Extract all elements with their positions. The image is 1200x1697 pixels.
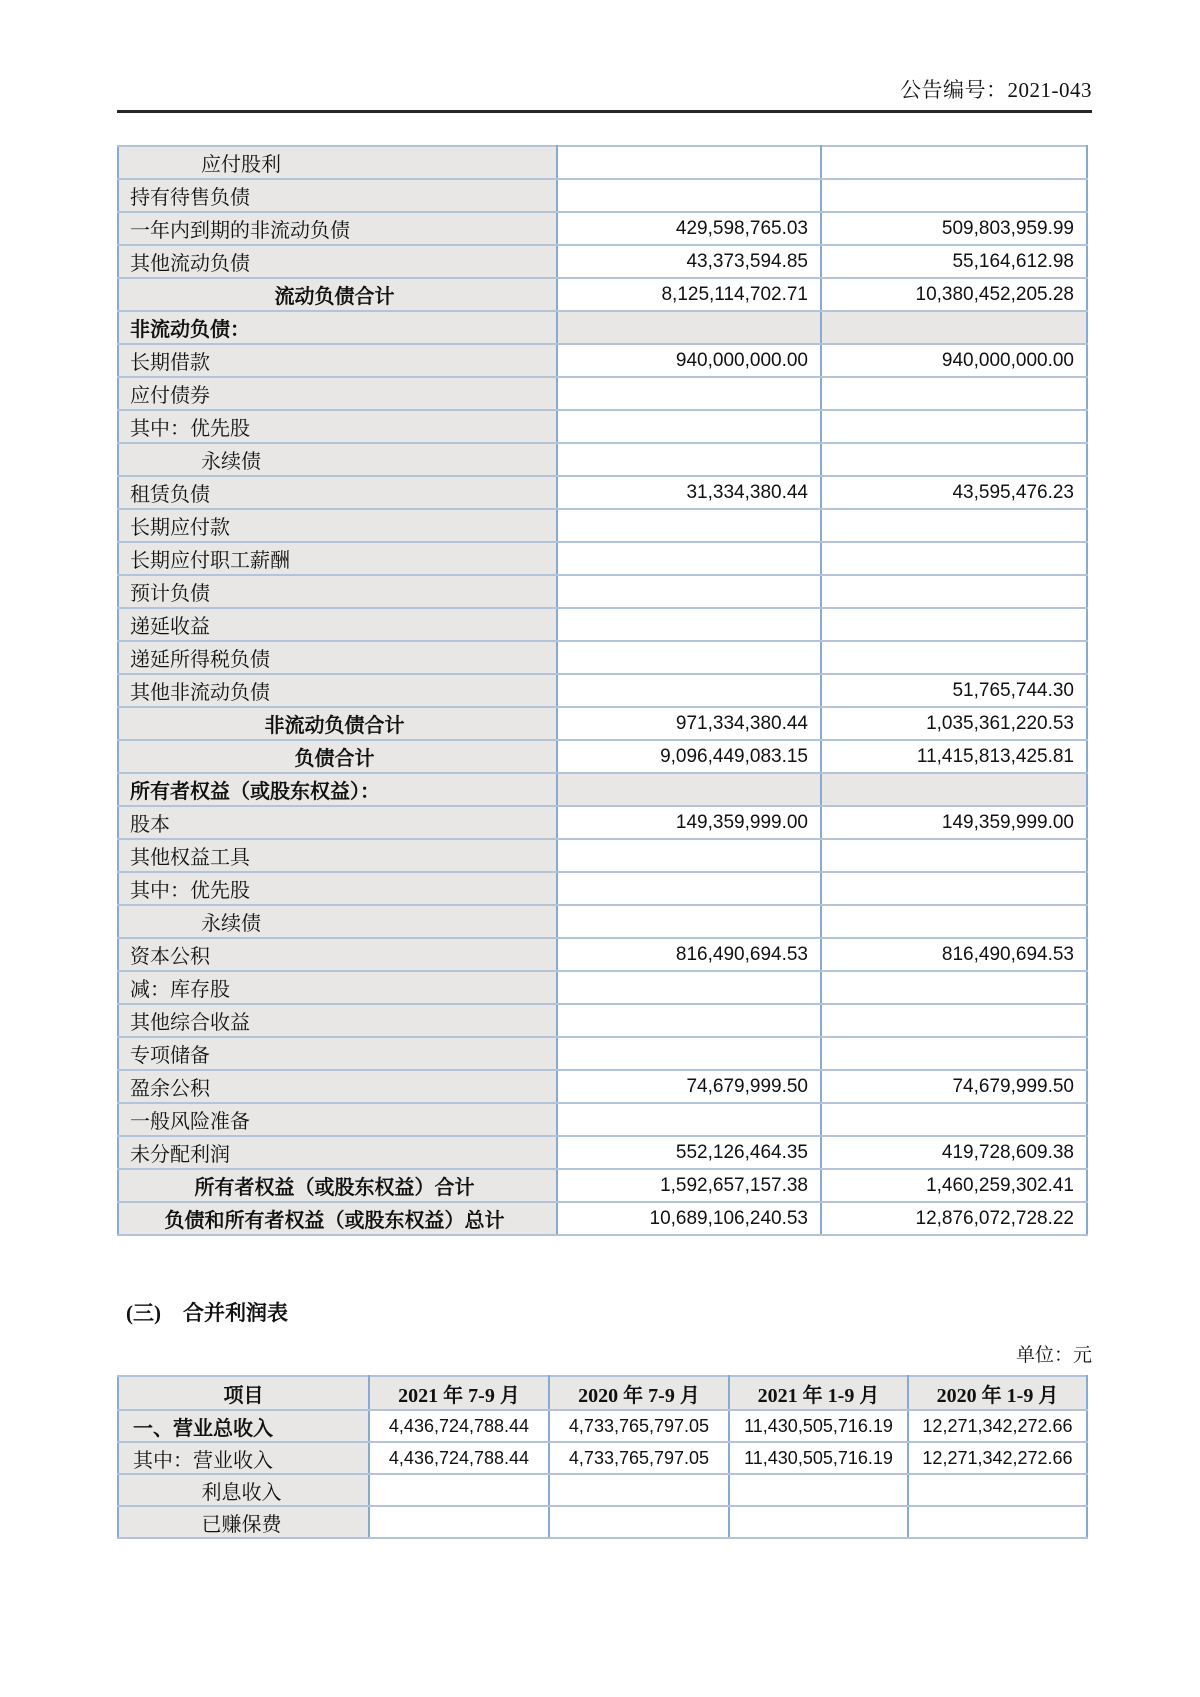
- balance-row: [118, 278, 1087, 311]
- value-cell-1: [557, 674, 821, 707]
- value-cell-1: [557, 575, 821, 608]
- value-cell-1: 149,359,999.00: [557, 806, 821, 839]
- value-cell-2: 419,728,609.38: [821, 1136, 1087, 1169]
- balance-row: [118, 1169, 1087, 1202]
- value-cell-1: [557, 1037, 821, 1070]
- balance-row: [118, 212, 1087, 245]
- value-cell-2: [549, 1474, 729, 1506]
- balance-row: [118, 344, 1087, 377]
- item-label-cell: 盈余公积: [118, 1070, 557, 1103]
- balance-sheet-table: [117, 145, 1088, 1236]
- value-cell-1: 9,096,449,083.15: [557, 740, 821, 773]
- balance-row: [118, 1136, 1087, 1169]
- value-cell-2: 10,380,452,205.28: [821, 278, 1087, 311]
- balance-row: [118, 1037, 1087, 1070]
- value-cell-2: 816,490,694.53: [821, 938, 1087, 971]
- value-cell-2: [821, 146, 1087, 179]
- balance-row: [118, 1202, 1087, 1235]
- value-cell-1: [557, 971, 821, 1004]
- value-cell-4: 12,271,342,272.66: [908, 1410, 1087, 1442]
- balance-sheet-body: [118, 146, 1087, 1235]
- value-cell-4: 12,271,342,272.66: [908, 1442, 1087, 1474]
- value-cell-2: [821, 575, 1087, 608]
- value-cell-1: [557, 872, 821, 905]
- value-cell-2: [821, 542, 1087, 575]
- section-heading: [126, 1297, 288, 1327]
- balance-row: [118, 575, 1087, 608]
- value-cell-1: [369, 1474, 549, 1506]
- item-label-cell: 其中：优先股: [118, 872, 557, 905]
- item-label-cell: 非流动负债合计: [118, 707, 557, 740]
- value-cell-3: [729, 1506, 908, 1538]
- item-label-cell: 递延所得税负债: [118, 641, 557, 674]
- item-label-cell: 减：库存股: [118, 971, 557, 1004]
- value-cell-1: [557, 1103, 821, 1136]
- value-cell-1: [557, 146, 821, 179]
- item-label-cell: 应付股利: [118, 146, 557, 179]
- value-cell-1: 10,689,106,240.53: [557, 1202, 821, 1235]
- item-label-cell: 非流动负债：: [118, 311, 557, 344]
- section-index: (三): [126, 1301, 161, 1325]
- item-label-cell: 负债合计: [118, 740, 557, 773]
- value-cell-4: [908, 1506, 1087, 1538]
- item-label-cell: 利息收入: [118, 1474, 369, 1506]
- value-cell-1: [557, 773, 821, 806]
- value-cell-3: 11,430,505,716.19: [729, 1442, 908, 1474]
- column-header-period: 2020 年 1-9 月: [908, 1376, 1087, 1410]
- item-label-cell: 一、营业总收入: [118, 1410, 369, 1442]
- value-cell-2: 51,765,744.30: [821, 674, 1087, 707]
- value-cell-1: 31,334,380.44: [557, 476, 821, 509]
- value-cell-1: [557, 905, 821, 938]
- balance-row: [118, 146, 1087, 179]
- value-cell-2: 1,035,361,220.53: [821, 707, 1087, 740]
- balance-row: [118, 905, 1087, 938]
- value-cell-1: [557, 443, 821, 476]
- section-title: 合并利润表: [183, 1301, 288, 1325]
- value-cell-2: 4,733,765,797.05: [549, 1442, 729, 1474]
- value-cell-2: [821, 410, 1087, 443]
- income-row: [118, 1506, 1087, 1538]
- balance-row: [118, 542, 1087, 575]
- value-cell-1: 8,125,114,702.71: [557, 278, 821, 311]
- value-cell-2: [821, 905, 1087, 938]
- value-cell-1: 43,373,594.85: [557, 245, 821, 278]
- balance-row: [118, 740, 1087, 773]
- item-label-cell: 其中：营业收入: [118, 1442, 369, 1474]
- income-row: [118, 1474, 1087, 1506]
- balance-row: [118, 1070, 1087, 1103]
- value-cell-2: [821, 443, 1087, 476]
- balance-row: [118, 971, 1087, 1004]
- header-rule: [117, 110, 1092, 113]
- item-label-cell: 应付债券: [118, 377, 557, 410]
- item-label-cell: 持有待售负债: [118, 179, 557, 212]
- value-cell-1: [557, 509, 821, 542]
- value-cell-1: [557, 311, 821, 344]
- column-header-item: 项目: [118, 1376, 369, 1410]
- value-cell-1: [557, 608, 821, 641]
- value-cell-1: [557, 641, 821, 674]
- item-label-cell: 其中：优先股: [118, 410, 557, 443]
- item-label-cell: 长期应付职工薪酬: [118, 542, 557, 575]
- balance-row: [118, 443, 1087, 476]
- value-cell-2: 149,359,999.00: [821, 806, 1087, 839]
- item-label-cell: 一般风险准备: [118, 1103, 557, 1136]
- income-statement-header: [118, 1376, 1087, 1410]
- item-label-cell: 租赁负债: [118, 476, 557, 509]
- item-label-cell: 已赚保费: [118, 1506, 369, 1538]
- value-cell-1: [369, 1506, 549, 1538]
- value-cell-2: 43,595,476.23: [821, 476, 1087, 509]
- income-statement-body: [118, 1410, 1087, 1538]
- value-cell-1: 429,598,765.03: [557, 212, 821, 245]
- value-cell-1: 74,679,999.50: [557, 1070, 821, 1103]
- value-cell-2: [821, 608, 1087, 641]
- balance-row: [118, 674, 1087, 707]
- value-cell-2: [821, 311, 1087, 344]
- item-label-cell: 递延收益: [118, 608, 557, 641]
- column-header-period: 2020 年 7-9 月: [549, 1376, 729, 1410]
- item-label-cell: 其他非流动负债: [118, 674, 557, 707]
- balance-row: [118, 872, 1087, 905]
- item-label-cell: 长期应付款: [118, 509, 557, 542]
- value-cell-1: [557, 1004, 821, 1037]
- balance-row: [118, 509, 1087, 542]
- value-cell-2: 12,876,072,728.22: [821, 1202, 1087, 1235]
- balance-row: [118, 608, 1087, 641]
- value-cell-1: 971,334,380.44: [557, 707, 821, 740]
- balance-row: [118, 179, 1087, 212]
- item-label-cell: 其他流动负债: [118, 245, 557, 278]
- balance-row: [118, 245, 1087, 278]
- item-label-cell: 所有者权益（或股东权益）：: [118, 773, 557, 806]
- item-label-cell: 预计负债: [118, 575, 557, 608]
- value-cell-2: 74,679,999.50: [821, 1070, 1087, 1103]
- item-label-cell: 其他综合收益: [118, 1004, 557, 1037]
- value-cell-2: 11,415,813,425.81: [821, 740, 1087, 773]
- value-cell-2: [821, 1103, 1087, 1136]
- item-label-cell: 流动负债合计: [118, 278, 557, 311]
- income-header-row: [118, 1376, 1087, 1410]
- value-cell-2: 4,733,765,797.05: [549, 1410, 729, 1442]
- value-cell-3: 11,430,505,716.19: [729, 1410, 908, 1442]
- value-cell-2: [821, 377, 1087, 410]
- balance-row: [118, 377, 1087, 410]
- income-row: [118, 1410, 1087, 1442]
- balance-row: [118, 311, 1087, 344]
- value-cell-3: [729, 1474, 908, 1506]
- income-statement-table: [117, 1375, 1088, 1539]
- value-cell-2: [821, 872, 1087, 905]
- balance-row: [118, 1103, 1087, 1136]
- unit-label: 单位：元: [1015, 1345, 1092, 1366]
- value-cell-2: [821, 1004, 1087, 1037]
- value-cell-1: 816,490,694.53: [557, 938, 821, 971]
- balance-row: [118, 707, 1087, 740]
- announcement-number: 公告编号：2021-043: [900, 78, 1092, 102]
- column-header-period: 2021 年 7-9 月: [369, 1376, 549, 1410]
- value-cell-1: [557, 377, 821, 410]
- value-cell-1: 552,126,464.35: [557, 1136, 821, 1169]
- item-label-cell: 一年内到期的非流动负债: [118, 212, 557, 245]
- balance-row: [118, 641, 1087, 674]
- value-cell-1: [557, 542, 821, 575]
- value-cell-2: [821, 839, 1087, 872]
- value-cell-2: [821, 509, 1087, 542]
- value-cell-2: [821, 179, 1087, 212]
- column-header-period: 2021 年 1-9 月: [729, 1376, 908, 1410]
- value-cell-2: [821, 1037, 1087, 1070]
- value-cell-1: [557, 179, 821, 212]
- value-cell-2: [821, 641, 1087, 674]
- item-label-cell: 所有者权益（或股东权益）合计: [118, 1169, 557, 1202]
- item-label-cell: 未分配利润: [118, 1136, 557, 1169]
- item-label-cell: 专项储备: [118, 1037, 557, 1070]
- value-cell-1: 4,436,724,788.44: [369, 1442, 549, 1474]
- balance-row: [118, 806, 1087, 839]
- value-cell-1: [557, 839, 821, 872]
- balance-row: [118, 938, 1087, 971]
- item-label-cell: 负债和所有者权益（或股东权益）总计: [118, 1202, 557, 1235]
- value-cell-2: 940,000,000.00: [821, 344, 1087, 377]
- value-cell-2: 509,803,959.99: [821, 212, 1087, 245]
- balance-row: [118, 839, 1087, 872]
- value-cell-4: [908, 1474, 1087, 1506]
- value-cell-2: [821, 773, 1087, 806]
- item-label-cell: 其他权益工具: [118, 839, 557, 872]
- value-cell-1: 1,592,657,157.38: [557, 1169, 821, 1202]
- income-row: [118, 1442, 1087, 1474]
- value-cell-1: 940,000,000.00: [557, 344, 821, 377]
- item-label-cell: 永续债: [118, 905, 557, 938]
- balance-row: [118, 476, 1087, 509]
- balance-row: [118, 773, 1087, 806]
- item-label-cell: 长期借款: [118, 344, 557, 377]
- balance-row: [118, 1004, 1087, 1037]
- item-label-cell: 股本: [118, 806, 557, 839]
- value-cell-2: 1,460,259,302.41: [821, 1169, 1087, 1202]
- item-label-cell: 资本公积: [118, 938, 557, 971]
- item-label-cell: 永续债: [118, 443, 557, 476]
- value-cell-1: [557, 410, 821, 443]
- value-cell-2: 55,164,612.98: [821, 245, 1087, 278]
- value-cell-2: [821, 971, 1087, 1004]
- balance-row: [118, 410, 1087, 443]
- value-cell-2: [549, 1506, 729, 1538]
- value-cell-1: 4,436,724,788.44: [369, 1410, 549, 1442]
